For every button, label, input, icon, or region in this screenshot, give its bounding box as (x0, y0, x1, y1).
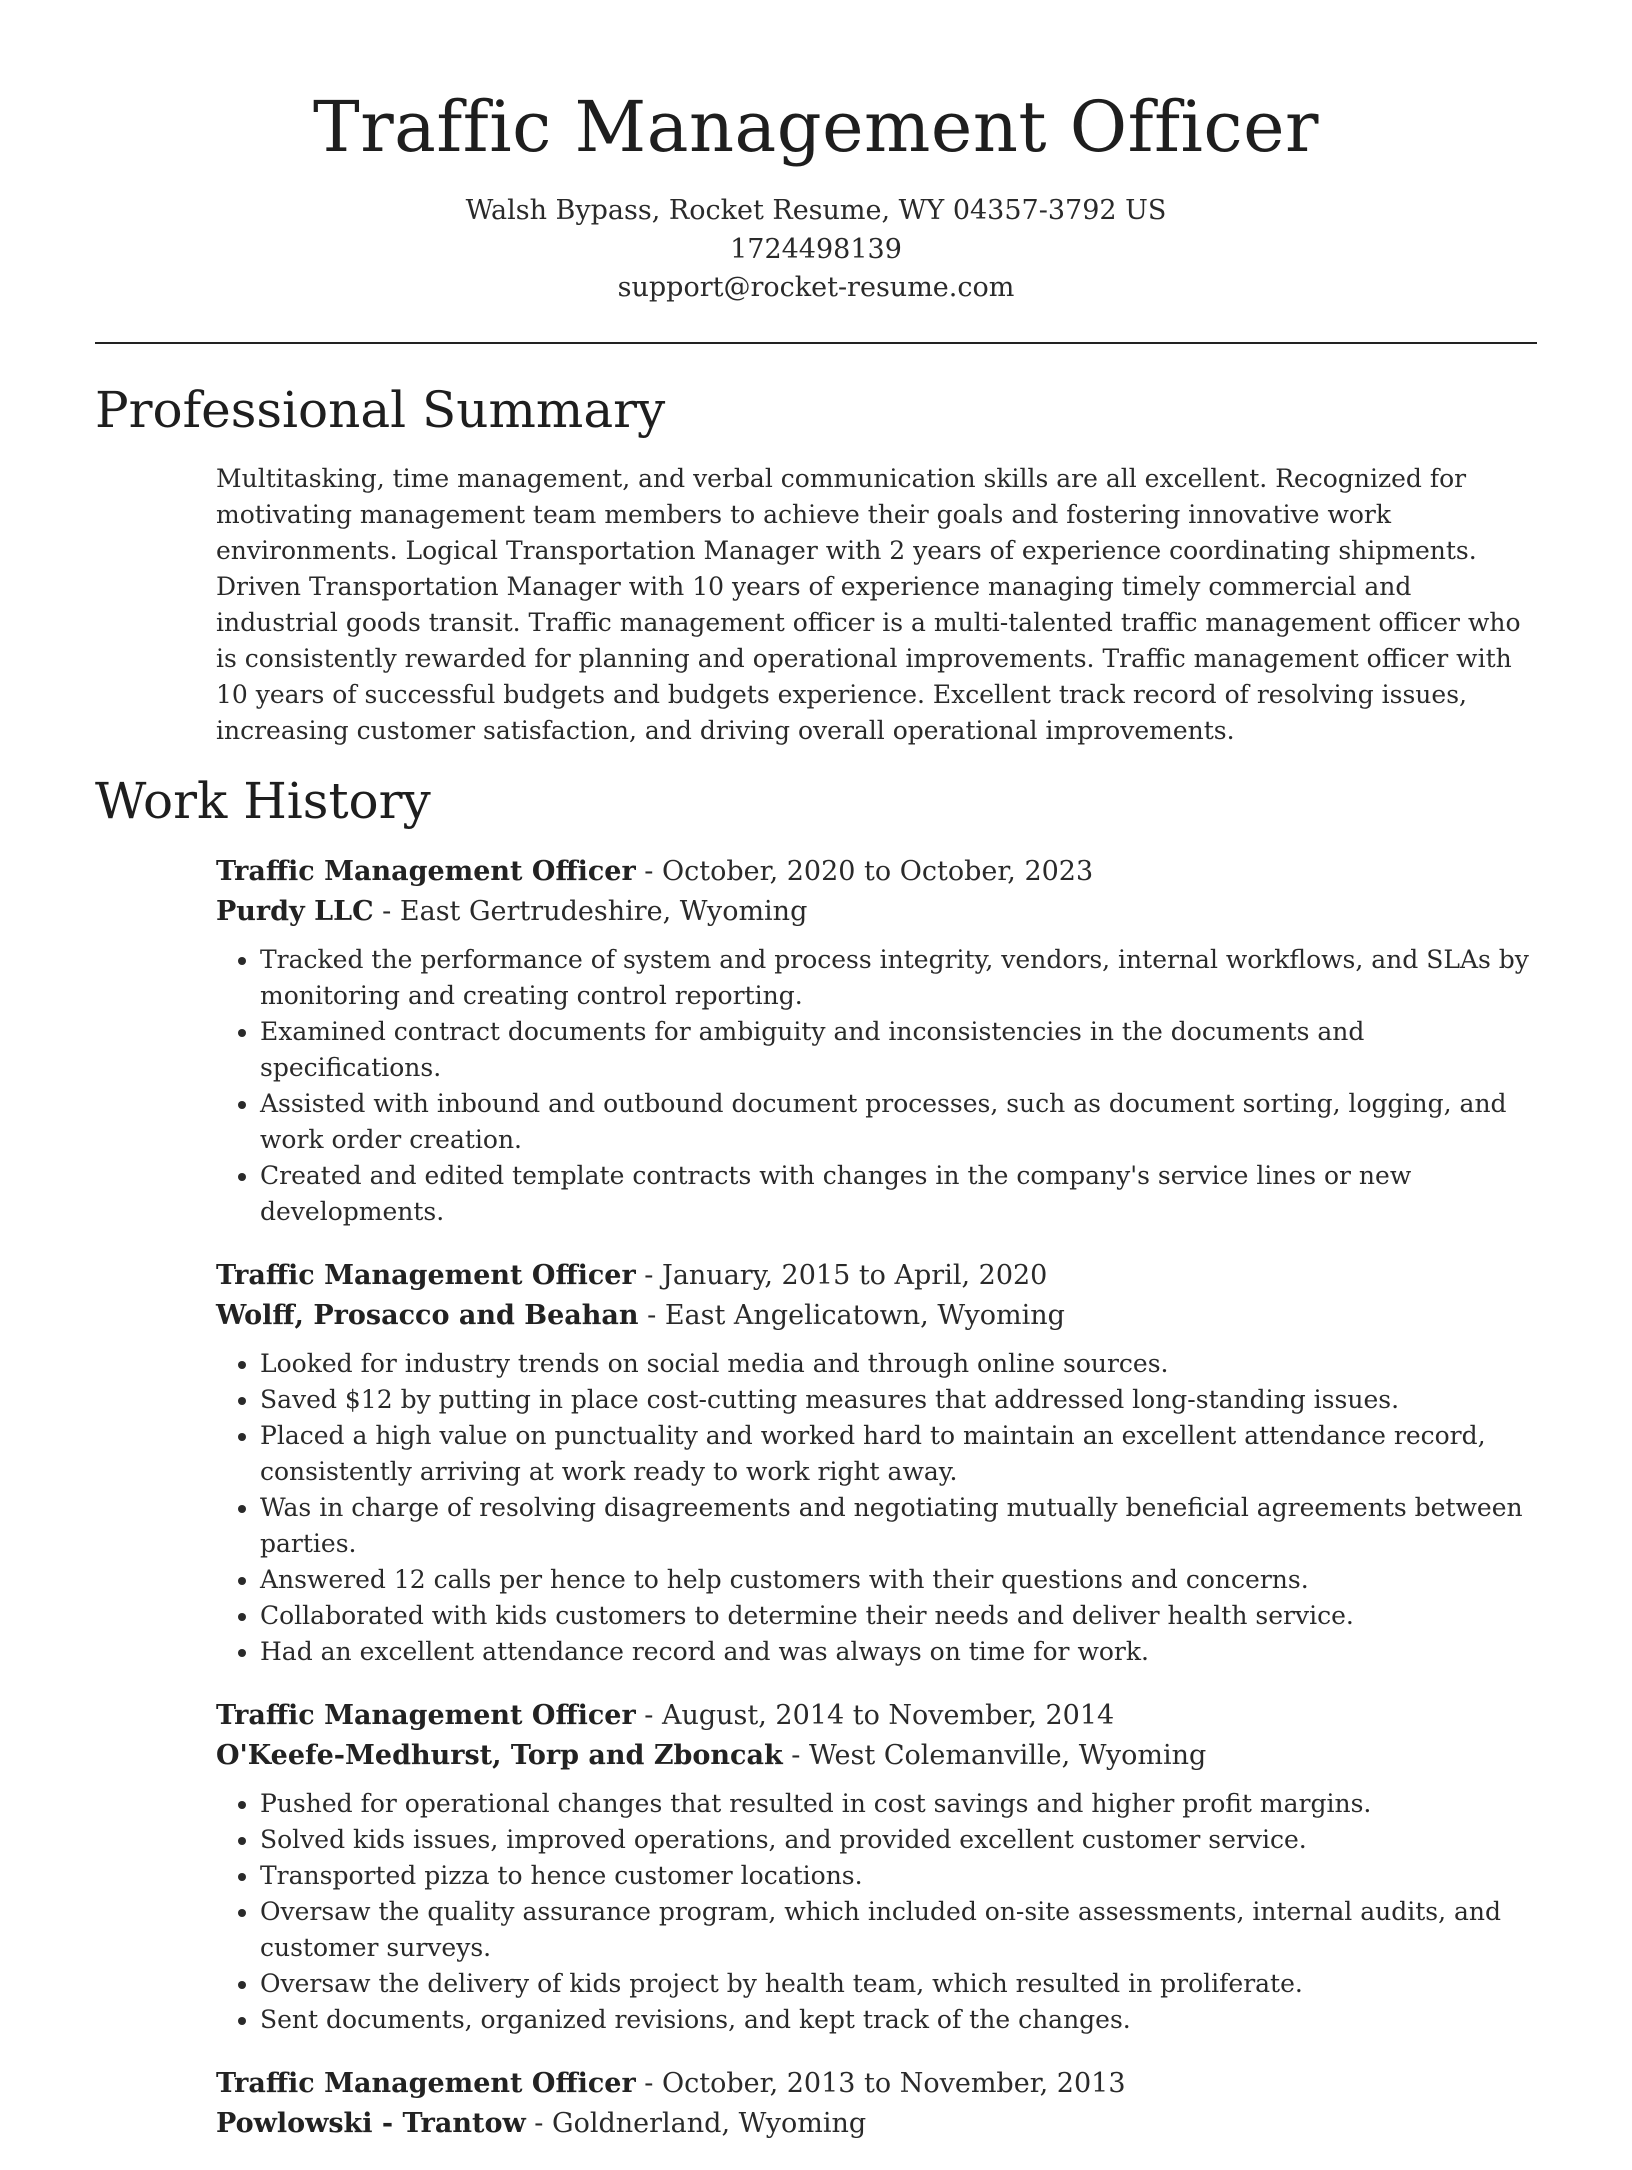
job-bullet: • Sent documents, organized revisions, and kept track of the changes. (260, 2002, 1546, 2038)
candidate-name: Traffic Management Officer (313, 86, 1319, 168)
job-entry (216, 852, 1546, 1230)
address: Walsh Bypass, Rocket Resume, WY 04357-3792 US (465, 195, 1167, 226)
job-location: West Colemanville, Wyoming (809, 1740, 1207, 1771)
summary-text: Multitasking, time management, and verbal communication skills are all excellent. Recognized for motivating management team members to achieve their goals and fostering innovative work environments. Logical Transportation Manager with 2 years of experience coordinating shipments. Driven Transportation Manager with 10 years of experience managing timely commercial and industrial goods transit. Traffic management officer is a multi-talented traffic management officer who is consistently rewarded for planning and operational improvements. Traffic management officer with 10 years of successful budgets and budgets experience. Excellent track record of resolving issues, increasing customer satisfaction, and driving overall operational improvements. (216, 464, 1521, 745)
job-location: East Angelicatown, Wyoming (664, 1300, 1065, 1331)
job-entry (216, 1256, 1546, 1670)
header-divider (95, 342, 1537, 344)
job-bullet: • Answered 12 calls per hence to help customers with their questions and concerns. (260, 1562, 1546, 1598)
job-company-line (216, 892, 1546, 932)
job-location: Goldnerland, Wyoming (552, 2108, 867, 2139)
job-dates: October, 2013 to November, 2013 (662, 2068, 1126, 2099)
job-company-line (216, 1736, 1546, 1776)
job-role: Traffic Management Officer (216, 1700, 636, 1731)
work-history-list (216, 852, 1546, 2170)
job-bullet: • Transported pizza to hence customer locations. (260, 1858, 1546, 1894)
separator: - (635, 2068, 662, 2099)
job-bullet: • Examined contract documents for ambiguity and inconsistencies in the documents and specifications. (260, 1014, 1546, 1086)
job-bullet: • Collaborated with kids customers to determine their needs and deliver health service. (260, 1598, 1546, 1634)
job-bullet: • Saved $12 by putting in place cost-cutting measures that addressed long-standing issues. (260, 1382, 1546, 1418)
job-title-line (216, 1256, 1546, 1296)
job-company: O'Keefe-Medhurst, Torp and Zboncak (216, 1740, 783, 1771)
job-bullet: • Solved kids issues, improved operations, and provided excellent customer service. (260, 1822, 1546, 1858)
job-bullet: • Created and edited template contracts with changes in the company's service lines or new developments. (260, 1158, 1546, 1230)
job-dates: August, 2014 to November, 2014 (662, 1700, 1115, 1731)
job-bullet: • Was in charge of resolving disagreements and negotiating mutually beneficial agreements between parties. (260, 1490, 1546, 1562)
separator: - (635, 1700, 662, 1731)
separator: - (635, 856, 662, 887)
job-bullet: • Tracked the performance of system and process integrity, vendors, internal workflows, and SLAs by monitoring and creating control reporting. (260, 942, 1546, 1014)
resume-header (0, 0, 1632, 308)
contact-block (0, 192, 1632, 308)
job-company: Purdy LLC (216, 896, 374, 927)
job-title-line (216, 1696, 1546, 1736)
job-dates: January, 2015 to April, 2020 (662, 1260, 1048, 1291)
job-bullet: • Assisted with inbound and outbound document processes, such as document sorting, logging, and work order creation. (260, 1086, 1546, 1158)
job-bullet-list (216, 1786, 1546, 2038)
job-company: Wolff, Prosacco and Beahan (216, 1300, 639, 1331)
job-bullet: • Pushed for operational changes that resulted in cost savings and higher profit margins. (260, 1786, 1546, 1822)
job-company-line (216, 2104, 1546, 2144)
job-title-line (216, 2064, 1546, 2104)
job-bullet: • Oversaw the delivery of kids project by health team, which resulted in proliferate. (260, 1966, 1546, 2002)
job-bullet: • Had an excellent attendance record and was always on time for work. (260, 1634, 1546, 1670)
summary-heading: Professional Summary (95, 381, 666, 439)
separator: - (638, 1300, 665, 1331)
separator: - (525, 2108, 553, 2139)
job-role: Traffic Management Officer (216, 2068, 636, 2099)
job-entry (216, 1696, 1546, 2038)
work-history-heading: Work History (95, 772, 431, 830)
job-role: Traffic Management Officer (216, 856, 636, 887)
job-title-line (216, 852, 1546, 892)
job-dates: October, 2020 to October, 2023 (662, 856, 1094, 887)
job-bullet: • Oversaw the quality assurance program, which included on-site assessments, internal audits, and customer surveys. (260, 1894, 1546, 1966)
separator: - (635, 1260, 662, 1291)
job-bullet: • Placed a high value on punctuality and worked hard to maintain an excellent attendance record, consistently arriving at work ready to work right away. (260, 1418, 1546, 1490)
phone: 1724498139 (730, 233, 902, 265)
job-bullet-list (216, 942, 1546, 1230)
job-location: East Gertrudeshire, Wyoming (399, 896, 808, 927)
job-entry (216, 2064, 1546, 2144)
job-bullet: • Looked for industry trends on social media and through online sources. (260, 1346, 1546, 1382)
job-role: Traffic Management Officer (216, 1260, 636, 1291)
job-company: Powlowski - Trantow (216, 2108, 526, 2139)
email: support@rocket-resume.com (617, 272, 1015, 303)
job-bullet-list (216, 1346, 1546, 1670)
separator: - (782, 1740, 809, 1771)
separator: - (373, 896, 400, 927)
job-company-line (216, 1296, 1546, 1336)
